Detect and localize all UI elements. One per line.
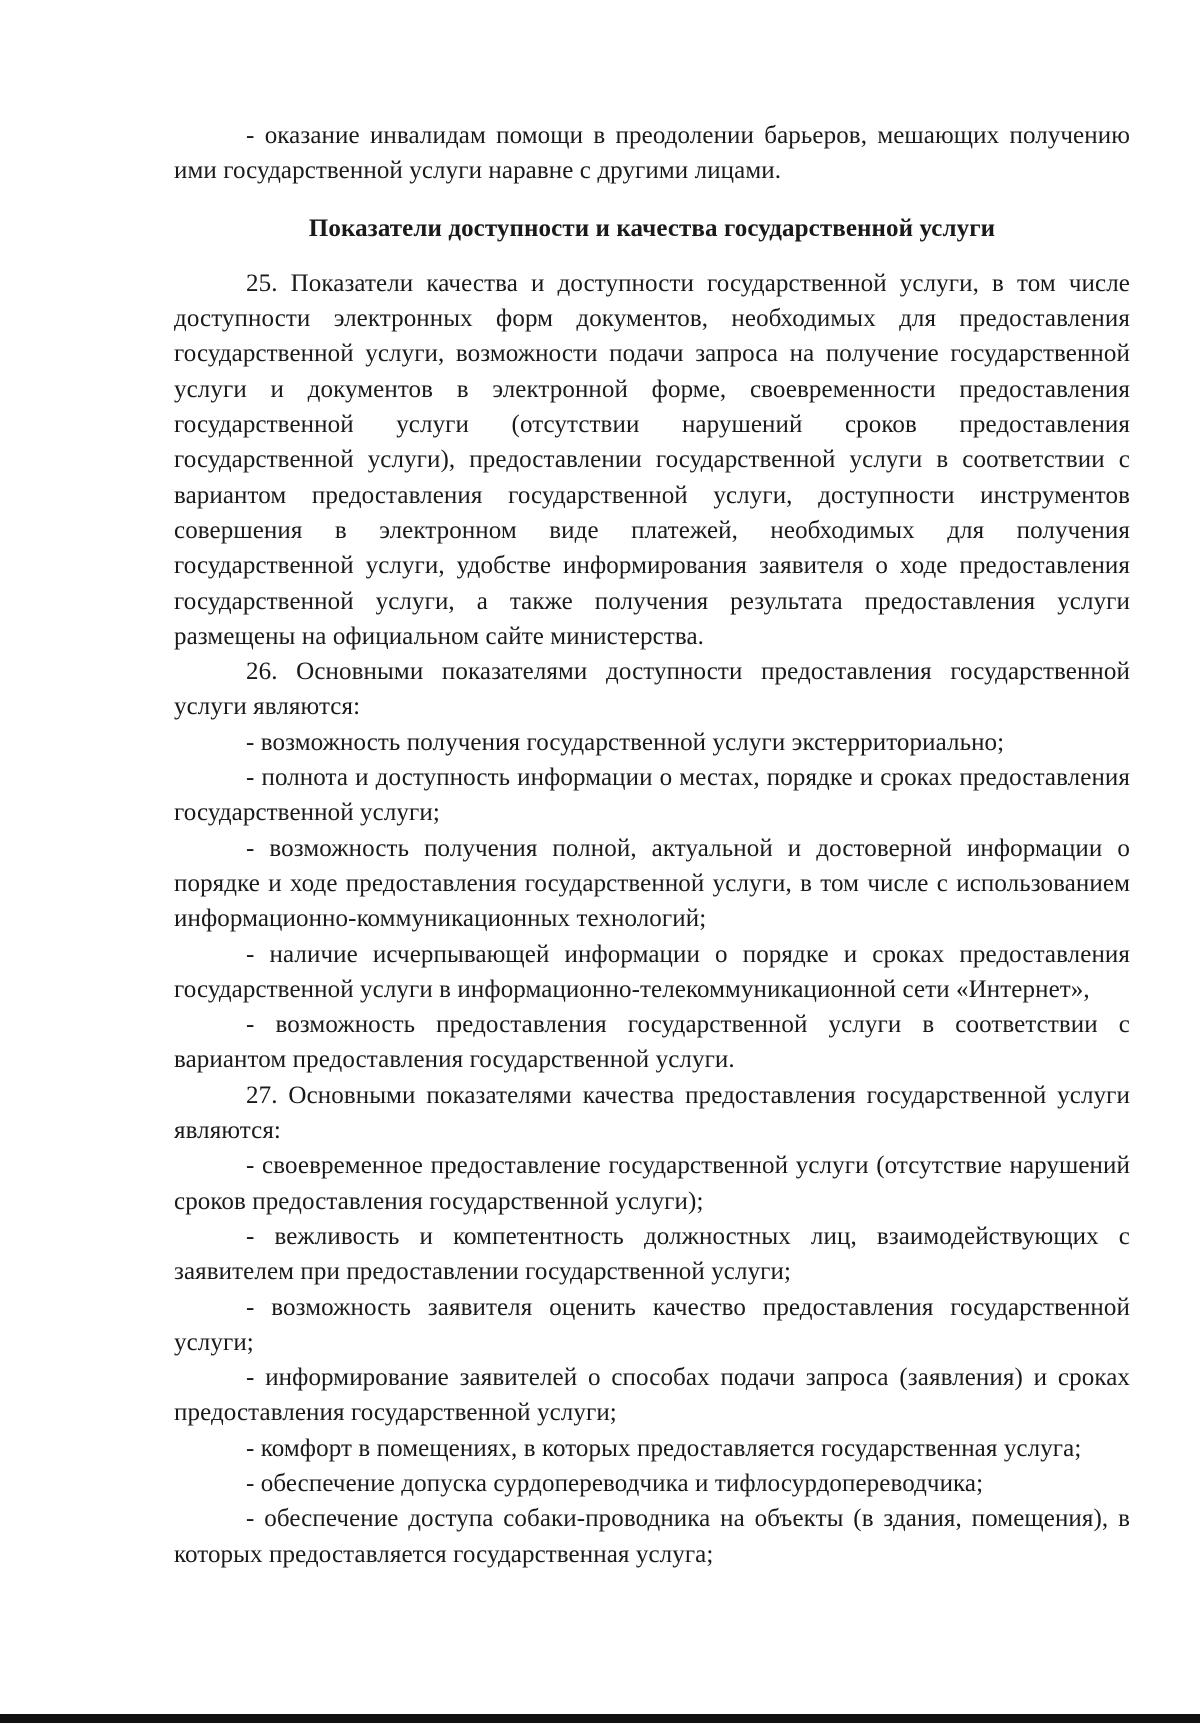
section-heading: Показатели доступности и качества государственной услуги <box>308 214 996 242</box>
list-item: - наличие исчерпывающей информации о порядке и сроках предоставления государственной услуги в информационно-телекоммуникационной сети «Интернет», <box>174 940 1130 1003</box>
page-bottom-border <box>0 1714 1200 1723</box>
paragraph-25: 25. Показатели качества и доступности государственной услуги, в том числе доступности электронных форм документов, необходимых для предоставления государственной услуги, возможности подачи запроса на получение государственной услуги и документов в электронной форме, своевременности предоставления государственной услуги (отсутствии нарушений сроков предоставления государственной услуги), предоставлении государственной услуги в соответствии с вариантом предоставления государственной услуги, доступности инструментов совершения в электронном виде платежей, необходимых для получения государственной услуги, удобстве информирования заявителя о ходе предоставления государственной услуги, а также получения результата предоставления услуги размещены на официальном сайте министерства. <box>174 269 1130 650</box>
intro-list-item: - оказание инвалидам помощи в преодолении барьеров, мешающих получению ими государственной услуги наравне с другими лицами. <box>174 122 1130 185</box>
list-item: - вежливость и компетентность должностных лиц, взаимодействующих с заявителем при предоставлении государственной услуги; <box>174 1222 1130 1286</box>
list-item: - возможность получения государственной услуги экстерриториально; <box>246 728 1005 756</box>
document-page <box>174 118 1130 1572</box>
list-item: - своевременное предоставление государственной услуги (отсутствие нарушений сроков предоставления государственной услуги); <box>174 1152 1130 1215</box>
list-item: - возможность заявителя оценить качество предоставления государственной услуги; <box>174 1293 1130 1356</box>
list-item: - возможность предоставления государственной услуги в соответствии с вариантом предоставления государственной услуги. <box>174 1011 1130 1074</box>
list-item: - полнота и доступность информации о местах, порядке и сроках предоставления государственной услуги; <box>174 764 1130 827</box>
list-item: - обеспечение допуска сурдопереводчика и тифлосурдопереводчика; <box>246 1469 984 1497</box>
paragraph-27: 27. Основными показателями качества предоставления государственной услуги являются: <box>174 1081 1130 1145</box>
list-item: - возможность получения полной, актуальной и достоверной информации о порядке и ходе предоставления государственной услуги, в том числе с использованием информационно-коммуникационных технологий; <box>174 834 1130 933</box>
list-item: - обеспечение доступа собаки-проводника на объекты (в здания, помещения), в которых предоставляется государственная услуга; <box>174 1505 1130 1568</box>
list-item: - информирование заявителей о способах подачи запроса (заявления) и сроках предоставления государственной услуги; <box>174 1364 1130 1427</box>
paragraph-26: 26. Основными показателями доступности предоставления государственной услуги являются: <box>174 658 1130 721</box>
list-item: - комфорт в помещениях, в которых предоставляется государственная услуга; <box>246 1434 1082 1462</box>
